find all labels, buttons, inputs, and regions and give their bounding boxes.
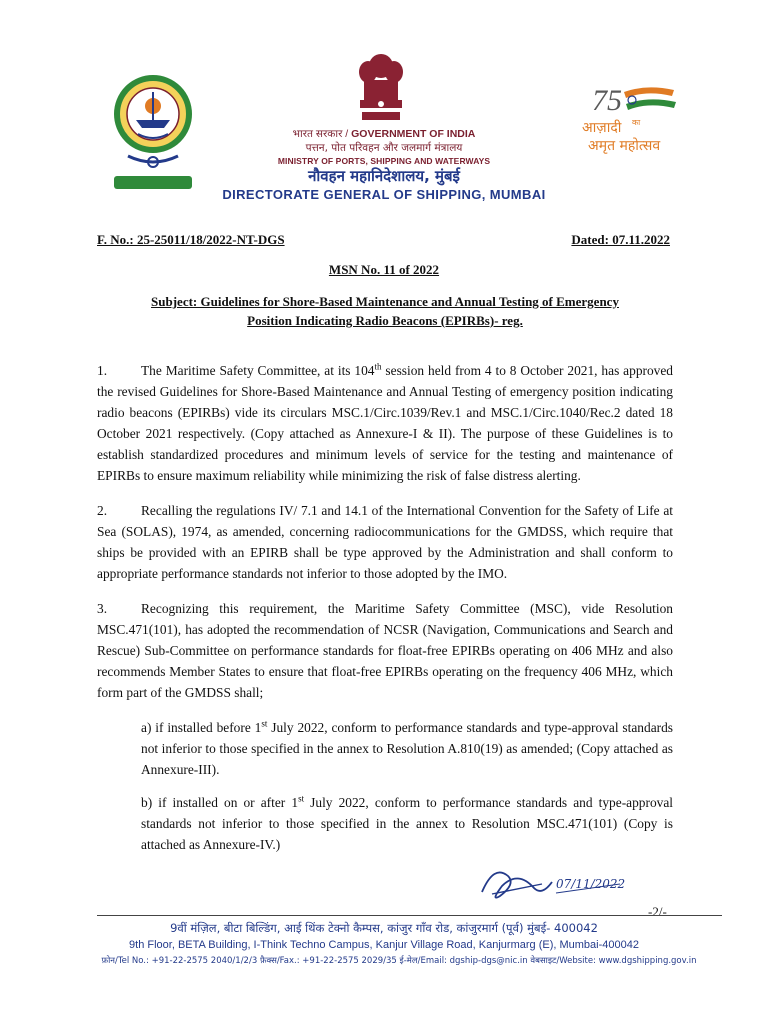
logo-number: 75	[592, 84, 622, 117]
ministry-hindi: पत्तन, पोत परिवहन और जलमार्ग मंत्रालय	[305, 142, 463, 154]
handwritten-signature	[472, 858, 632, 908]
directorate-hindi: नौवहन महानिदेशालय, मुंबई	[308, 167, 460, 185]
subject-line-1: Subject: Guidelines for Shore-Based Maintenance and Annual Testing of Emergency	[151, 294, 619, 309]
subject-line-2: Position Indicating Radio Beacons (EPIRBs)- reg.	[247, 313, 523, 328]
svg-text:07/11/2022: 07/11/2022	[556, 877, 626, 891]
footer-address-english: 9th Floor, BETA Building, I-Think Techno Campus, Kanjur Village Road, Kanjurmarg (E), Mumbai-400042	[129, 939, 639, 951]
paragraph-number: 1.	[97, 363, 108, 378]
file-number: F. No.: 25-25011/18/2022-NT-DGS	[97, 232, 285, 247]
footer	[0, 920, 768, 969]
svg-text:का: का	[632, 118, 641, 127]
document-date: Dated: 07.11.2022	[571, 232, 670, 247]
subject	[100, 292, 670, 330]
svg-text:आज़ादी: आज़ादी	[582, 120, 622, 136]
svg-text:अमृत महोत्सव: अमृत महोत्सव	[588, 138, 661, 154]
ministry-english: MINISTRY OF PORTS, SHIPPING AND WATERWAYS	[277, 156, 491, 166]
directorate-english: DIRECTORATE GENERAL OF SHIPPING, MUMBAI	[222, 187, 546, 202]
paragraph-number: 2.	[97, 503, 108, 518]
paragraph-1: 1. The Maritime Safety Committee, at its 104th session held from 4 to 8 October 2021, has approved the revised Guidelines for Shore-Based Maintenance and Annual Testing of emergency position indicating radio beacons (EPIRBs) vide its circulars MSC.1/Circ.1039/Rev.1 and MSC.1/Circ.1040/Rec.2 dated 18 October 2021 respectively. (Copy attached as Annexure-I & II). The purpose of these Guidelines is to establish standardized procedures and minimum levels of service for the testing and maintenance of EPIRBs to ensure maximum reliability while minimizing the risk of false distress alerting.	[97, 361, 673, 483]
government-header-text	[0, 128, 768, 204]
footer-address-hindi: 9वीं मंज़िल, बीटा बिल्डिंग, आई थिंक टेक्नो कैम्पस, कांजुर गाँव रोड, कांजुरमार्ग (पूर्व) मुंबई- 400042	[170, 921, 598, 935]
page-continuation: -2/-	[648, 904, 667, 919]
national-emblem	[350, 50, 412, 128]
document-body	[97, 360, 673, 867]
footer-contact: फ़ोन/Tel No.: +91-22-2575 2040/1/2/3 फ़ैक्स/Fax.: +91-22-2575 2029/35 ई-मेल/Email: dgship-dgs@nic.in वेबसाइट/Website: www.dgshipping.gov.in	[101, 956, 697, 966]
sub-paragraph-b: b) if installed on or after 1st July 2022, conform to performance standards and type-approval standards not inferior to those specified in the annex to Resolution MSC.471(101) (Copy is attached as Annexure-IV.)	[141, 793, 674, 852]
sub-paragraph-a: a) if installed before 1st July 2022, conform to performance standards and type-approval standards not inferior to those specified in the annex to Resolution A.810(19) as amended; (Copy attached as Annexure-III).	[141, 718, 674, 777]
paragraph-number: 3.	[97, 601, 108, 616]
paragraph-3: 3. Recognizing this requirement, the Maritime Safety Committee (MSC), vide Resolution MSC.471(101), has adopted the recommendation of NCSR (Navigation, Communications and Search and Rescue) Sub-Committee on performance standards for float-free EPIRBs operating on 406 MHz and also recommends Member States to ensure that float-free EPIRBs operating on the frequency 406 MHz, which form part of the GMDSS shall;	[97, 598, 673, 703]
footer-divider	[97, 915, 722, 916]
msn-number: MSN No. 11 of 2022	[328, 262, 440, 277]
paragraph-2: 2. Recalling the regulations IV/ 7.1 and 14.1 of the International Convention for the Safety of Life at Sea (SOLAS), 1974, as amended, concerning radiocommunications for the GMDSS, which require that ships be provided with an EPIRB shall be type approved by the Administration and shall conform to appropriate performance standards not inferior to those adopted by the IMO.	[97, 500, 673, 584]
letterhead	[0, 40, 768, 215]
govt-of-india: भारत सरकार / GOVERNMENT OF INDIA	[292, 128, 476, 140]
